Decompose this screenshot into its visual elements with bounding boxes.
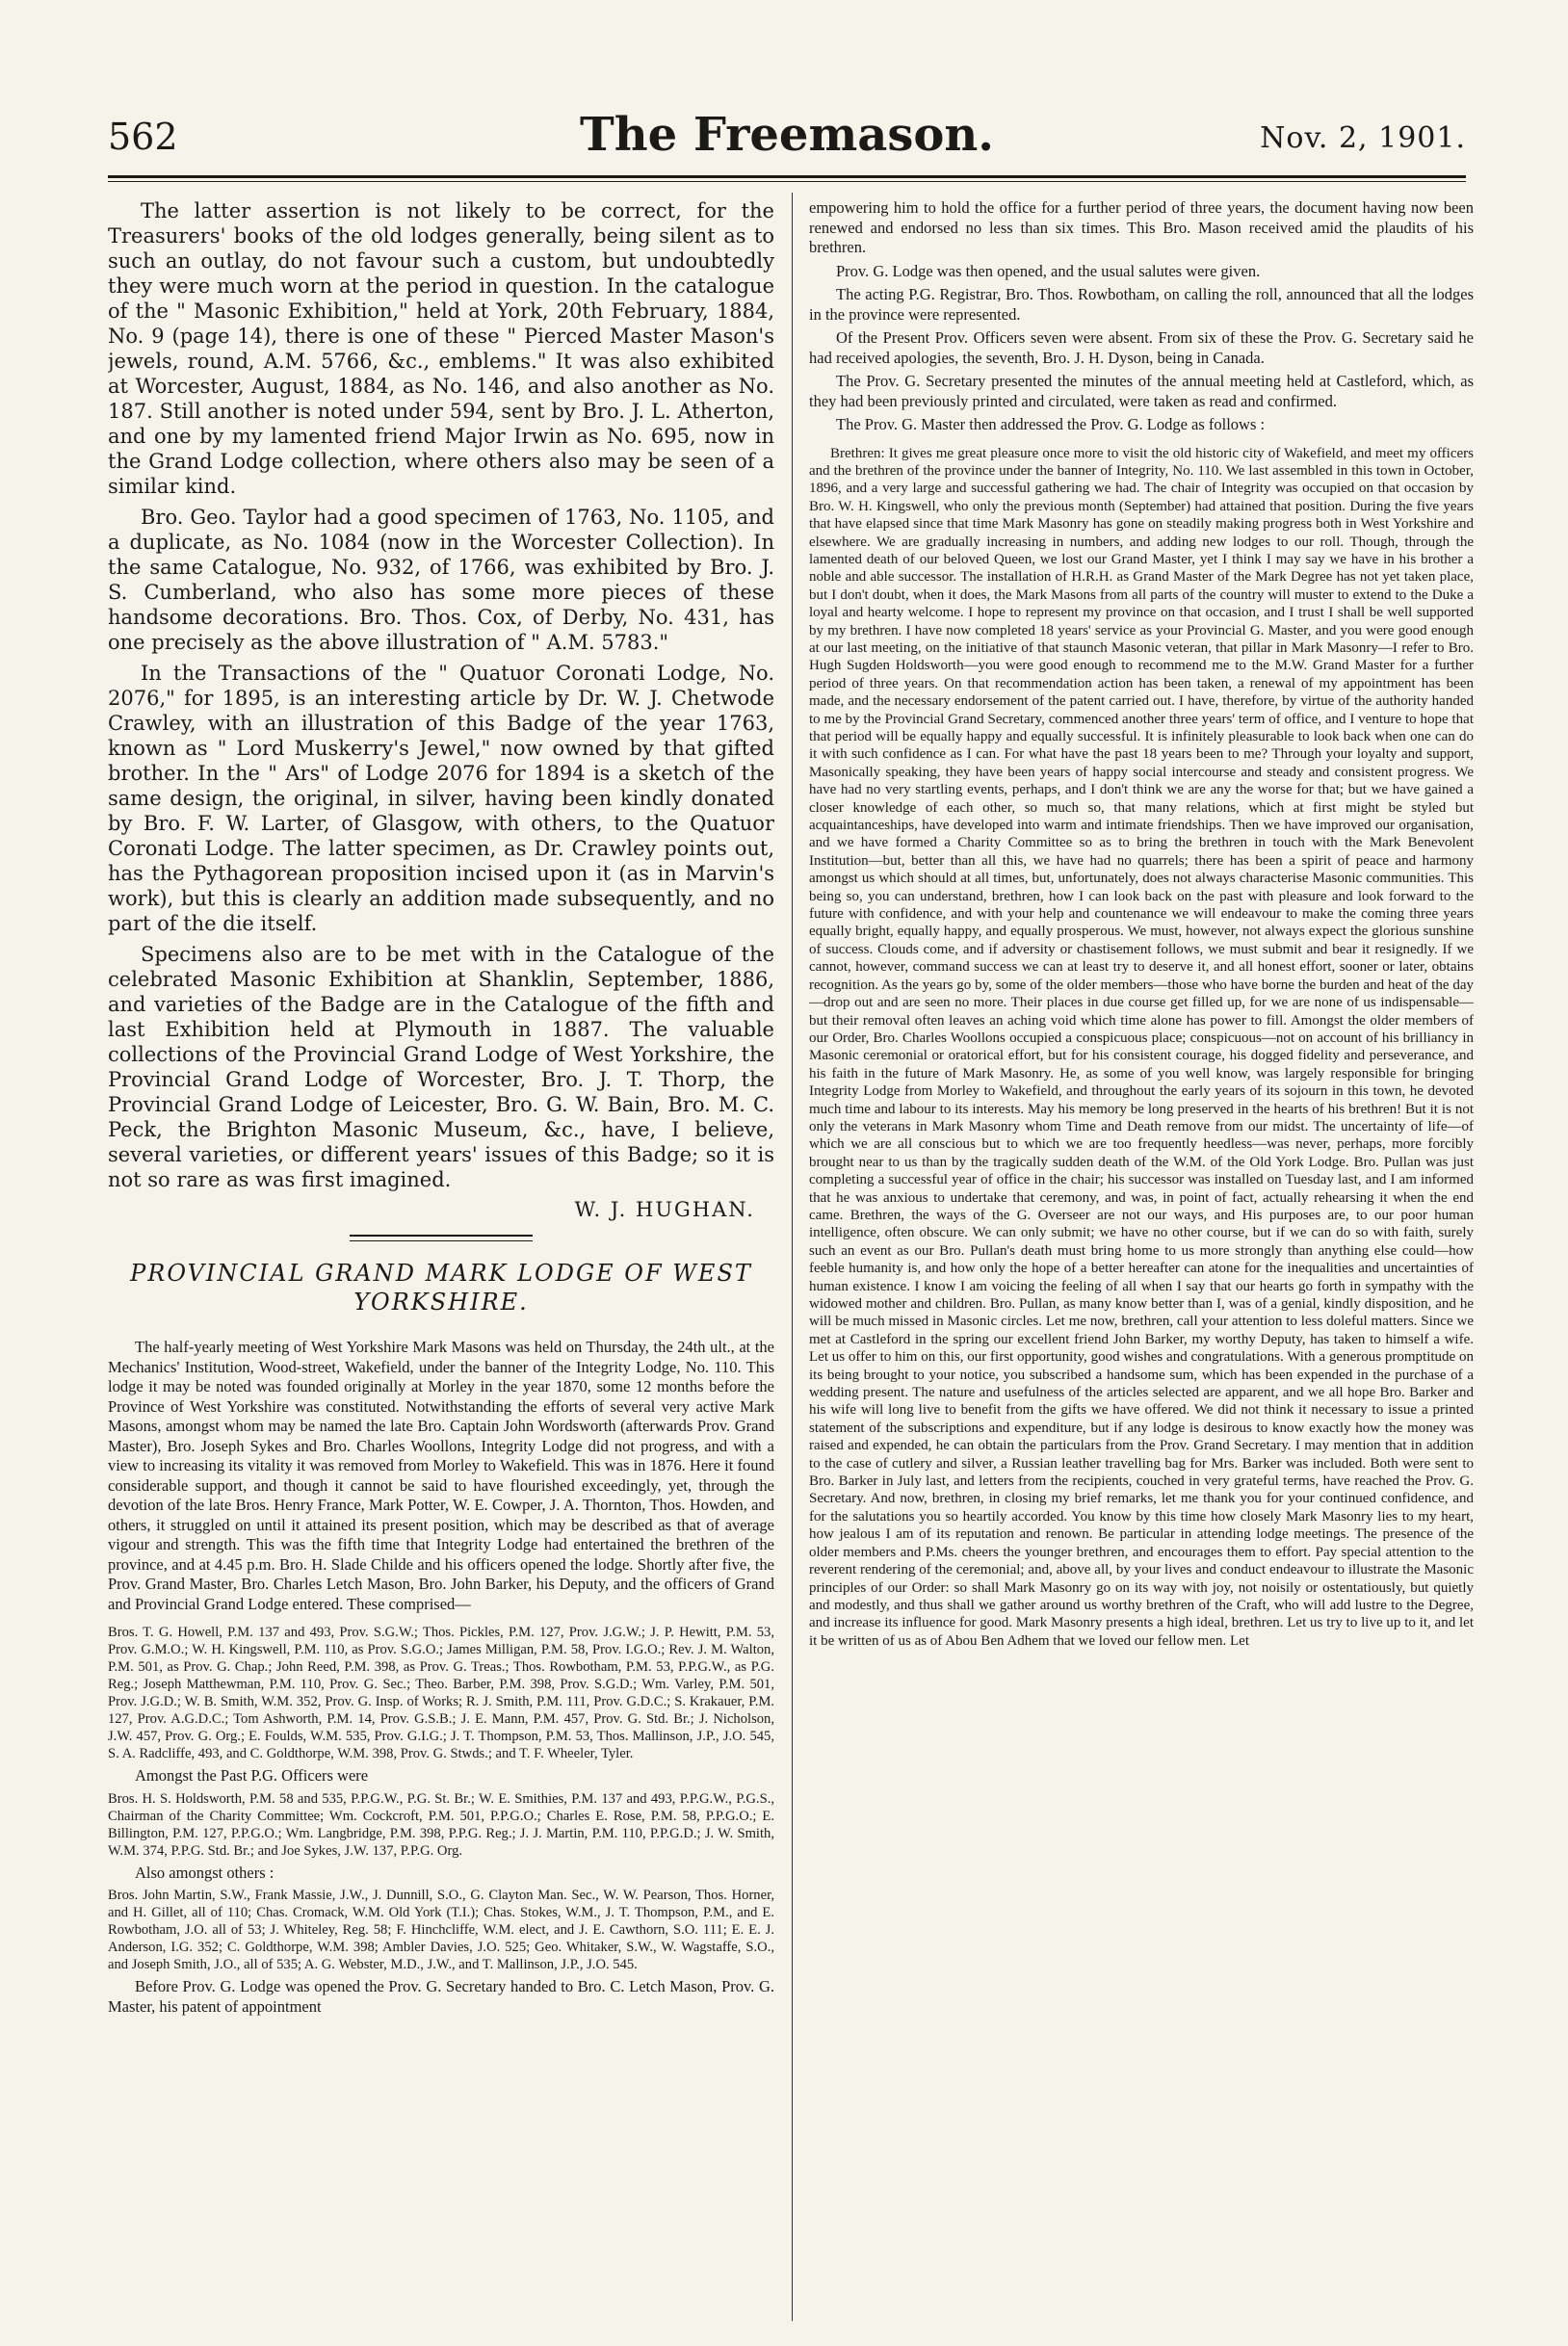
section-separator: [350, 1235, 533, 1237]
others-intro: Also amongst others :: [135, 1863, 274, 1882]
report-paragraph: The Prov. G. Secretary presented the minutes of the annual meeting held at Castleford, which, as they had been previously printed and circulated, were taken as read and confirmed.: [809, 372, 1474, 410]
masthead: [108, 104, 1466, 171]
issue-date: Nov. 2, 1901.: [1260, 121, 1466, 155]
closing-paragraph: Before Prov. G. Lodge was opened the Prov. G. Secretary handed to Bro. C. Letch Mason, Prov. G. Master, his patent of appointment: [108, 1977, 774, 2016]
article-paragraph: Bro. Geo. Taylor had a good specimen of 1763, No. 1105, and a duplicate, as No. 1084 (now in the Worcester Collection). In the same Catalogue, No. 932, of 1766, was exhibited by Bro. J. S. Cumberland, who also has some more pieces of these handsome decorations. Bro. Thos. Cox, of Derby, No. 431, has one precisely as the above illustration of " A.M. 5783.": [108, 506, 774, 654]
right-column: [809, 198, 1474, 2327]
page-number: 562: [108, 116, 178, 158]
author-signature: W. J. HUGHAN.: [574, 1198, 755, 1221]
report-paragraph: The acting P.G. Registrar, Bro. Thos. Rowbotham, on calling the roll, announced that all the lodges in the province were represented.: [809, 285, 1474, 324]
header-rule-thin: [108, 181, 1466, 182]
header-rule: [108, 175, 1466, 178]
newspaper-title: The Freemason.: [579, 108, 994, 162]
report-paragraph: The half-yearly meeting of West Yorkshire Mark Masons was held on Thursday, the 24th ult., at the Mechanics' Institution, Wood-street, Wakefield, under the banner of the Integrity Lodge, No. 110. This lodge it may be noted was founded originally at Morley in the year 1870, some 12 months before the Province of West Yorkshire was constituted. Notwithstanding the efforts of several very active Mark Masons, amongst whom may be named the late Bro. Captain John Wordsworth (afterwards Prov. Grand Master), Bro. Joseph Sykes and Bro. Charles Woollons, Integrity Lodge did not progress, and with a view to increasing its vitality it was removed from Morley to Wakefield. This was in 1876. Here it found considerable support, and though it cannot be said to have flourished exceedingly, yet, through the devotion of the late Bros. Henry France, Mark Potter, W. E. Cowper, J. A. Thornton, Thos. Howden, and others, it struggled on until it attained its present position, which may be described as that of average vigour and strength. This was the fifth time that Integrity Lodge had entertained the brethren of the province, and at 4.45 p.m. Bro. H. Slade Childe and his officers opened the lodge. Shortly after five, the Prov. Grand Master, Bro. Charles Letch Mason, Bro. John Barker, his Deputy, and the officers of Grand and Provincial Grand Lodge entered. These comprised—: [108, 1338, 774, 1613]
article-paragraph: Specimens also are to be met with in the Catalogue of the celebrated Masonic Exhibition at Shanklin, September, 1886, and varieties of the Badge are in the Catalogue of the fifth and last Exhibition held at Plymouth in 1887. The valuable collections of the Provincial Grand Lodge of West Yorkshire, the Provincial Grand Lodge of Worcester, Bro. J. T. Thorp, the Provincial Grand Lodge of Leicester, Bro. G. W. Bain, Bro. M. C. Peck, the Brighton Masonic Museum, &c., have, I believe, several varieties, or different years' issues of this Badge; so it is not so rare as was first imagined.: [108, 943, 774, 1191]
past-officers-intro: Amongst the Past P.G. Officers were: [135, 1766, 369, 1785]
report-paragraph: The Prov. G. Master then addressed the Prov. G. Lodge as follows :: [836, 415, 1266, 433]
left-column: [108, 198, 774, 2317]
section-heading: PROVINCIAL GRAND MARK LODGE OF WEST YORKSHIRE.: [130, 1260, 752, 1316]
others-list: Bros. John Martin, S.W., Frank Massie, J.W., J. Dunnill, S.O., G. Clayton Man. Sec., W. W. Pearson, Thos. Horner, and H. Gillet, all of 110; Chas. Cromack, W.M. Old York (T.I.); Chas. Stokes, W.M., J. T. Thompson, P.M., and E. Rowbotham, J.O. all of 53; J. Whiteley, Reg. 58; F. Hinchcliffe, W.M. elect, and J. E. Cawthorn, S.O. 111; E. E. J. Anderson, I.G. 352; C. Goldthorpe, W.M. 398; Ambler Davies, J.O. 525; Geo. Whitaker, S.W., W. Wagstaffe, S.O., and Joseph Smith, J.O., all of 535; A. G. Webster, M.D., J.W., and T. Mallinson, J.P., J.O. 545.: [108, 1888, 774, 1972]
article-paragraph: In the Transactions of the " Quatuor Coronati Lodge, No. 2076," for 1895, is an interesting article by Dr. W. J. Chetwode Crawley, with an illustration of this Badge of the year 1763, known as " Lord Muskerry's Jewel," now owned by that gifted brother. In the " Ars" of Lodge 2076 for 1894 is a sketch of the same design, the original, in silver, having been kindly donated by Bro. F. W. Larter, of Glasgow, with others, to the Quatuor Coronati Lodge. The latter specimen, as Dr. Crawley points out, has the Pythagorean proposition incised upon it (as in Marvin's work), but this is clearly an addition made subsequently, and no part of the die itself.: [108, 662, 774, 935]
report-paragraph: empowering him to hold the office for a further period of three years, the document having now been renewed and endorsed no less than six times. This Bro. Mason received amid the plaudits of his brethren.: [809, 198, 1474, 256]
report-paragraph: Of the Present Prov. Officers seven were absent. From six of these the Prov. G. Secretary said he had received apologies, the seventh, Bro. J. H. Dyson, being in Canada.: [809, 328, 1474, 367]
past-officers-list: Bros. H. S. Holdsworth, P.M. 58 and 535, P.P.G.W., P.G. St. Br.; W. E. Smithies, P.M. 137 and 493, P.P.G.W., P.G.S., Chairman of the Charity Committee; Wm. Cockcroft, P.M. 501, P.P.G.O.; Charles E. Rose, P.M. 58, P.P.G.O.; E. Billington, P.M. 127, P.P.G.O.; Wm. Langbridge, P.M. 398, P.P.G. Reg.; J. J. Martin, P.M. 110, P.P.G.D.; J. W. Smith, W.M. 374, P.P.G. Std. Br.; and Joe Sykes, J.W. 137, P.P.G. Org.: [108, 1790, 774, 1859]
column-divider: [792, 193, 793, 2321]
section-separator-thin: [350, 1240, 533, 1241]
grand-master-address: Brethren: It gives me great pleasure once more to visit the old historic city of Wakefield, and meet my officers and the brethren of the province under the banner of Integrity, No. 110. We last assembled in this town in October, 1896, and a very large and successful gathering we had. The chair of Integrity was occupied on that occasion by Bro. W. H. Kingswell, who only the previous month (September) had attained that position. During the five years that have elapsed since that time Mark Masonry has gone on steadily making progress both in West Yorkshire and elsewhere. We are gradually increasing in numbers, and adding new lodges to our roll. Though, through the lamented death of our beloved Queen, we lost our Grand Master, yet I think I may say we have in his brother a noble and able successor. The installation of H.R.H. as Grand Master of the Mark Degree has not yet taken place, but I don't doubt, when it does, the Mark Masons from all parts of the country will muster to extend to the Duke a loyal and hearty welcome. I hope to represent my province on that occasion, and I trust I shall be well supported by my brethren. I have now completed 18 years' service as your Provincial G. Master, and you were good enough at our last meeting, on the initiative of that staunch Masonic veteran, that pillar in Mark Masonry—I refer to Bro. Hugh Sugden Holdsworth—you were good enough to recommend me to the M.W. Grand Master for a further period of three years. On that recommendation action has been taken, a renewal of my appointment has been made, and the necessary endorsement of the patent carried out. I have, therefore, by virtue of the authority handed to me by the Provincial Grand Secretary, commenced another three years' term of office, and I venture to hope that that period will be equally happy and equally successful. It is infinitely pleasurable to look back when one can do it with such confidence as I can. For what have the past 18 years been to me? Through your loyalty and support, Masonically speaking, they have been years of happy social intercourse and steady and consistent progress. We have had no very startling events, perhaps, and I don't think we are any the worse for that; but we have gained a closer knowledge of each other, so much so, that many relations, which at first might be styled but acquaintanceships, have developed into warm and intimate friendships. Then we have improved our organisation, and we have formed a Charity Committee so as to bring the brethren in touch with the Mark Benevolent Institution—but, better than all this, we have had no quarrels; there has been a spirit of peace and harmony amongst us which should at all times, but, unfortunately, does not always characterise Masonic communities. This being so, you can understand, brethren, how I can look back on the past with pleasure and look forward to the future with confidence, and with your help and countenance we will endeavour to make the coming three years equally bright, equally happy, and equally prosperous. We must, however, not always expect the glorious sunshine of success. Clouds come, and if adversity or chastisement follows, we must submit and bear it resignedly. If we cannot, however, command success we can at least try to deserve it, and all honest effort, sooner or later, obtains recognition. As the years go by, some of the older members—those who have borne the burden and heat of the day—drop out and are seen no more. Their places in due course get filled up, for we are none of us indispensable—but their removal often leaves an aching void which time alone has power to fill. Amongst the older members of our Order, Bro. Charles Woollons occupied a conspicuous place; conspicuous—not on account of his brilliancy in Masonic ceremonial or oratorical effort, but for his consistent courage, his dogged fidelity and perseverance, and his faith in the future of Mark Masonry. He, as some of you well know, was largely responsible for bringing Integrity Lodge from Morley to Wakefield, and throughout the early years of its sojourn in this town, he devoted much time and labour to its interests. May his memory be long preserved in the hearts of his brethren! But it is not only the veterans in Mark Masonry whom Time and Death remove from our midst. The uncertainty of life—of which we are all conscious but to which we are too frequently heedless—was never, perhaps, more forcibly brought near to us than by the tragically sudden death of the W.M. of the Old York Lodge. Bro. Pullan was just completing a successful year of office in the chair; his successor was installed on Tuesday last, and I am informed that he was anxious to undertake that ceremony, and was, in point of fact, actually rehearsing it when the end came. Brethren, the ways of the G. Overseer are not our ways, and His purposes are, to our poor human intelligence, often obscure. We can only submit; we have no other course, but if we can do so with faith, surely such an event as our Bro. Pullan's death must bring home to us more strongly than anything else could—how feeble humanity is, and how only the hope of a better hereafter can atone for the inequalities and uncertainties of human existence. I know I am voicing the feeling of all when I say that our hearts go forth in sympathy with the widowed mother and children. Bro. Pullan, as many know better than I, was of a genial, kindly disposition, and he will be much missed in Masonic circles. Let me now, brethren, call your attention to less doleful matters. Since we met at Castleford in the spring our excellent friend John Barker, my worthy Deputy, has taken to himself a wife. Let us offer to him on this, our first opportunity, good wishes and congratulations. With a generous promptitude on its being brought to your notice, you subscribed a handsome sum, which has been expended in the purchase of a wedding present. The nature and usefulness of the articles selected are apparent, and we all hope Bro. Barker and his wife will long live to benefit from the gifts we have offered. We did not think it necessary to issue a printed statement of the subscriptions and expenditure, but if any lodge is desirous to know exactly how the money was raised and expended, he can obtain the particulars from the Prov. Grand Secretary. I may mention that in addition to the case of cutlery and silver, a Russian leather travelling bag for Mrs. Barker was included. Both were sent to Bro. Barker in July last, and letters from the recipients, couched in very grateful terms, have reached the Prov. G. Secretary. And now, brethren, in closing my brief remarks, let me thank you for your continued confidence, and for the salutations you so heartily accorded. You know by this time how closely Mark Masonry lies to my heart, how jealous I am of its reputation and renown. Be particular in attending lodge meetings. The presence of the older members and P.Ms. cheers the younger brethren, and encourages them to effort. Pay special attention to the reverent rendering of the ceremonial; and, above all, by your lives and conduct endeavour to illustrate the Masonic principles of our Order: so shall Mark Masonry go on its way with joy, not noisily or ostentatiously, but quietly and modestly, and thus shall we gather around us worthy brethren of the Craft, who will add lustre to the Degree, and increase its influence for good. Mark Masonry presents a high ideal, brethren. Let us try to live up to it, and let it be written of us as of Abou Ben Adhem that we loved our fellow men. Let: [809, 445, 1474, 1649]
officers-list: Bros. T. G. Howell, P.M. 137 and 493, Prov. S.G.W.; Thos. Pickles, P.M. 127, Prov. J.G.W.; J. P. Hewitt, P.M. 53, Prov. G.M.O.; W. H. Kingswell, P.M. 110, as Prov. S.G.O.; James Milligan, P.M. 58, Prov. I.G.O.; Rev. J. M. Walton, P.M. 501, as Prov. G. Chap.; John Reed, P.M. 398, as Prov. G. Treas.; Thos. Rowbotham, P.M. 53, P.P.G.W., as P.G. Reg.; Joseph Matthewman, P.M. 110, Prov. G. Sec.; Theo. Barber, P.M. 398, Prov. S.G.D.; Wm. Varley, P.M. 501, Prov. J.G.D.; W. B. Smith, W.M. 352, Prov. G. Insp. of Works; R. J. Smith, P.M. 111, Prov. G.D.C.; S. Krakauer, P.M. 127, Prov. A.G.D.C.; Tom Ashworth, P.M. 14, Prov. G.S.B.; J. E. Mann, P.M. 457, Prov. G. Std. Br.; J. Nicholson, J.W. 457, Prov. G. Org.; E. Foulds, W.M. 535, Prov. G.I.G.; J. T. Thompson, P.M. 53, Thos. Mallinson, J.P., J.O. 545, S. A. Radcliffe, 493, and C. Goldthorpe, W.M. 398, Prov. G. Stwds.; and T. F. Wheeler, Tyler.: [108, 1625, 774, 1761]
article-paragraph: The latter assertion is not likely to be correct, for the Treasurers' books of the old lodges generally, being silent as to such an outlay, do not favour such a custom, but undoubtedly they were much worn at the period in question. In the catalogue of the " Masonic Exhibition," held at York, 20th February, 1884, No. 9 (page 14), there is one of these " Pierced Master Mason's jewels, round, A.M. 5766, &c., emblems." It was also exhibited at Worcester, August, 1884, as No. 146, and also another as No. 187. Still another is noted under 594, sent by Bro. J. L. Atherton, and one by my lamented friend Major Irwin as No. 695, now in the Grand Lodge collection, where others also may be seen of a similar kind.: [108, 199, 774, 498]
report-paragraph: Prov. G. Lodge was then opened, and the usual salutes were given.: [836, 261, 1261, 280]
